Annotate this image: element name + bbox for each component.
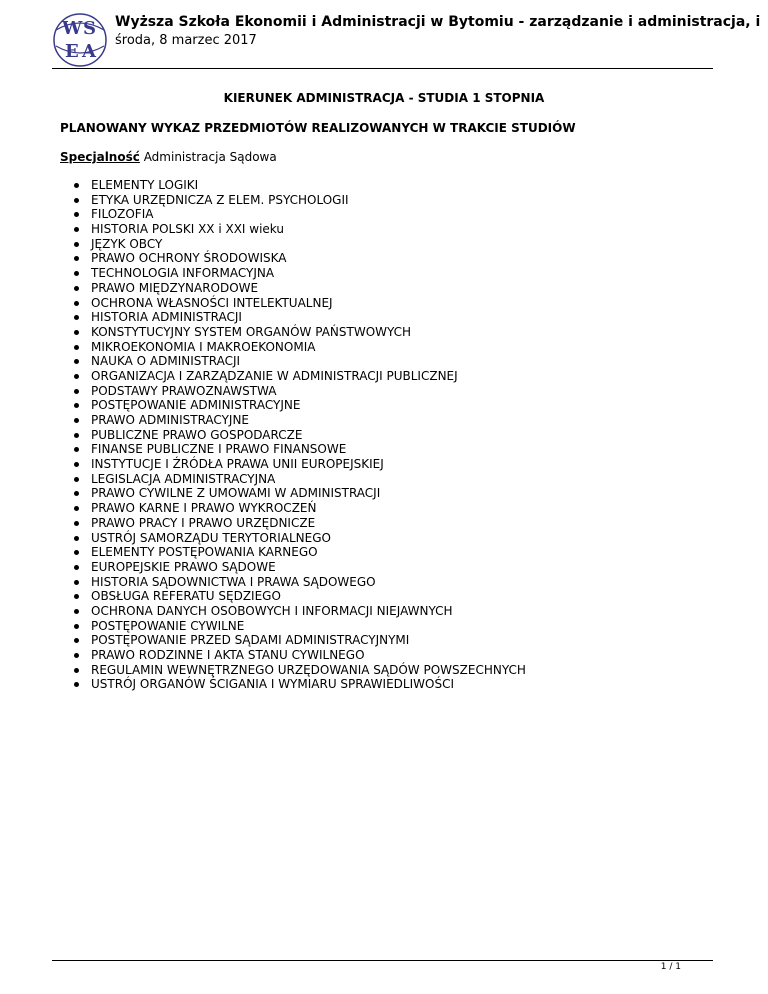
specialty-line — [60, 150, 277, 165]
school-name: Wyższa Szkoła Ekonomii i Administracji w Bytomiu - zarządzanie i administracja, i — [115, 14, 761, 30]
list-item: ORGANIZACJA I ZARZĄDZANIE W ADMINISTRACJI PUBLICZNEJ — [74, 369, 526, 384]
list-item: JĘZYK OBCY — [74, 237, 526, 252]
document-title: KIERUNEK ADMINISTRACJA - STUDIA 1 STOPNIA — [223, 91, 545, 105]
list-item: NAUKA O ADMINISTRACJI — [74, 354, 526, 369]
list-item: USTRÓJ ORGANÓW ŚCIGANIA I WYMIARU SPRAWIEDLIWOŚCI — [74, 677, 526, 692]
svg-text:S: S — [83, 18, 96, 39]
list-item: PODSTAWY PRAWOZNAWSTWA — [74, 384, 526, 399]
list-item: POSTĘPOWANIE ADMINISTRACYJNE — [74, 398, 526, 413]
list-item: HISTORIA POLSKI XX i XXI wieku — [74, 222, 526, 237]
list-item: ELEMENTY POSTĘPOWANIA KARNEGO — [74, 545, 526, 560]
header-divider — [52, 68, 713, 69]
list-item: TECHNOLOGIA INFORMACYJNA — [74, 266, 526, 281]
list-item: OCHRONA DANYCH OSOBOWYCH I INFORMACJI NIEJAWNYCH — [74, 604, 526, 619]
specialty-value: Administracja Sądowa — [143, 150, 277, 164]
list-item: OCHRONA WŁASNOŚCI INTELEKTUALNEJ — [74, 296, 526, 311]
list-item: PRAWO KARNE I PRAWO WYKROCZEŃ — [74, 501, 526, 516]
list-item: HISTORIA ADMINISTRACJI — [74, 310, 526, 325]
page-header — [52, 8, 768, 70]
list-item: ELEMENTY LOGIKI — [74, 178, 526, 193]
list-item: PRAWO RODZINNE I AKTA STANU CYWILNEGO — [74, 648, 526, 663]
list-item: FILOZOFIA — [74, 207, 526, 222]
page-number: 1 / 1 — [660, 962, 681, 972]
subject-list — [74, 178, 526, 692]
list-item: POSTĘPOWANIE PRZED SĄDAMI ADMINISTRACYJNYMI — [74, 633, 526, 648]
list-item: LEGISLACJA ADMINISTRACYJNA — [74, 472, 526, 487]
list-item: HISTORIA SĄDOWNICTWA I PRAWA SĄDOWEGO — [74, 575, 526, 590]
list-item: EUROPEJSKIE PRAWO SĄDOWE — [74, 560, 526, 575]
list-item: PUBLICZNE PRAWO GOSPODARCZE — [74, 428, 526, 443]
list-item: MIKROEKONOMIA I MAKROEKONOMIA — [74, 340, 526, 355]
list-item: FINANSE PUBLICZNE I PRAWO FINANSOWE — [74, 442, 526, 457]
document-subtitle: PLANOWANY WYKAZ PRZEDMIOTÓW REALIZOWANYCH W TRAKCIE STUDIÓW — [60, 121, 576, 135]
list-item: KONSTYTUCYJNY SYSTEM ORGANÓW PAŃSTWOWYCH — [74, 325, 526, 340]
svg-text:A: A — [82, 41, 96, 62]
footer-divider — [52, 960, 713, 961]
list-item: POSTĘPOWANIE CYWILNE — [74, 619, 526, 634]
list-item: OBSŁUGA REFERATU SĘDZIEGO — [74, 589, 526, 604]
list-item: PRAWO ADMINISTRACYJNE — [74, 413, 526, 428]
svg-text:E: E — [65, 41, 79, 62]
list-item: PRAWO PRACY I PRAWO URZĘDNICZE — [74, 516, 526, 531]
list-item: PRAWO CYWILNE Z UMOWAMI W ADMINISTRACJI — [74, 486, 526, 501]
wsea-logo — [52, 8, 108, 68]
list-item: PRAWO MIĘDZYNARODOWE — [74, 281, 526, 296]
list-item: REGULAMIN WEWNĘTRZNEGO URZĘDOWANIA SĄDÓW POWSZECHNYCH — [74, 663, 526, 678]
svg-text:W: W — [62, 18, 83, 39]
specialty-label: Specjalność — [60, 150, 140, 164]
header-date: środa, 8 marzec 2017 — [115, 33, 257, 48]
list-item: INSTYTUCJE I ŹRÓDŁA PRAWA UNII EUROPEJSKIEJ — [74, 457, 526, 472]
list-item: PRAWO OCHRONY ŚRODOWISKA — [74, 251, 526, 266]
list-item: USTRÓJ SAMORZĄDU TERYTORIALNEGO — [74, 531, 526, 546]
list-item: ETYKA URZĘDNICZA Z ELEM. PSYCHOLOGII — [74, 193, 526, 208]
